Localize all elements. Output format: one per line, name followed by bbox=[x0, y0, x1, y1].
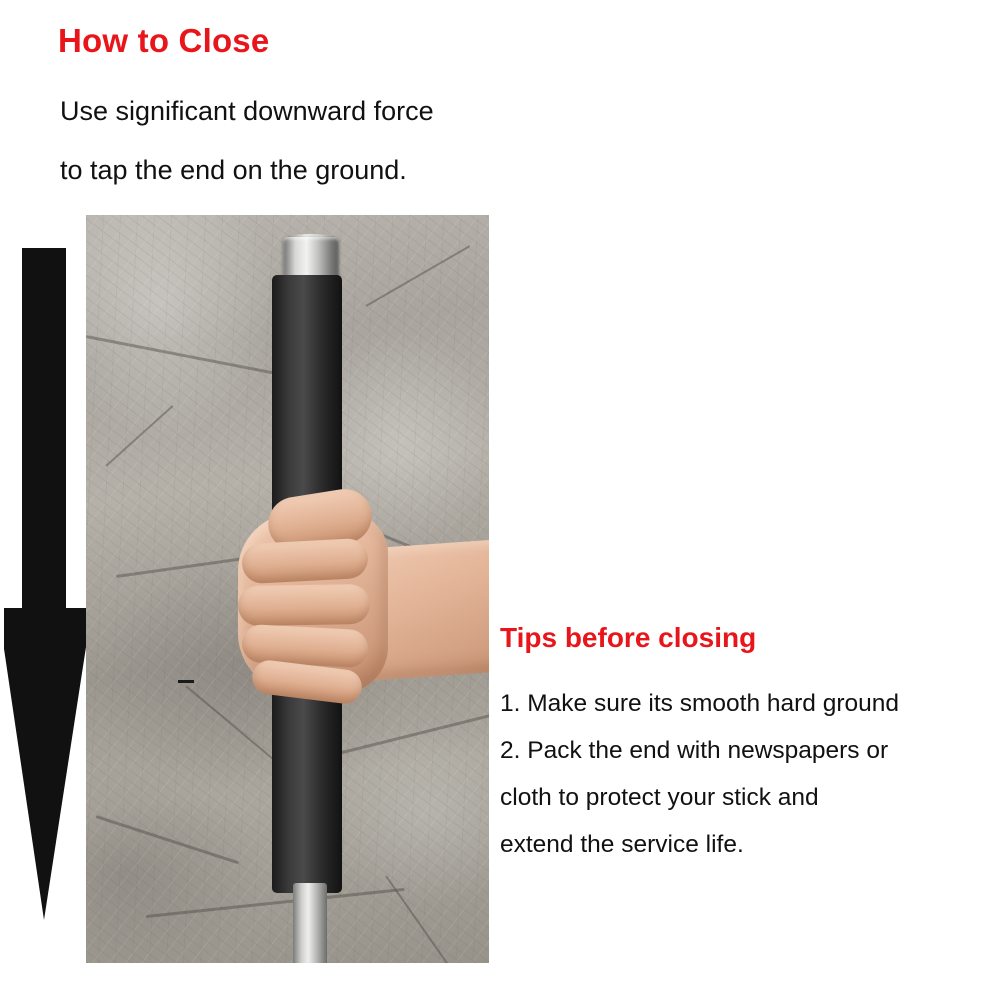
hand-graphic bbox=[216, 485, 489, 720]
shaft-marker-icon bbox=[178, 680, 194, 683]
instruction-line-2: to tap the end on the ground. bbox=[60, 155, 407, 185]
instruction-line-1: Use significant downward force bbox=[60, 96, 434, 126]
product-photo bbox=[86, 215, 489, 963]
list-item: cloth to protect your stick and bbox=[500, 784, 819, 811]
tips-title: Tips before closing bbox=[500, 622, 757, 653]
page-title: How to Close bbox=[58, 22, 270, 59]
list-item: 2. Pack the end with newspapers or bbox=[500, 737, 889, 764]
list-item: 1. Make sure its smooth hard ground bbox=[500, 690, 900, 717]
baton-steel-shaft bbox=[293, 883, 327, 963]
list-item: extend the service life. bbox=[500, 831, 744, 858]
tips-list bbox=[500, 680, 1000, 868]
downward-arrow-icon bbox=[4, 248, 96, 928]
